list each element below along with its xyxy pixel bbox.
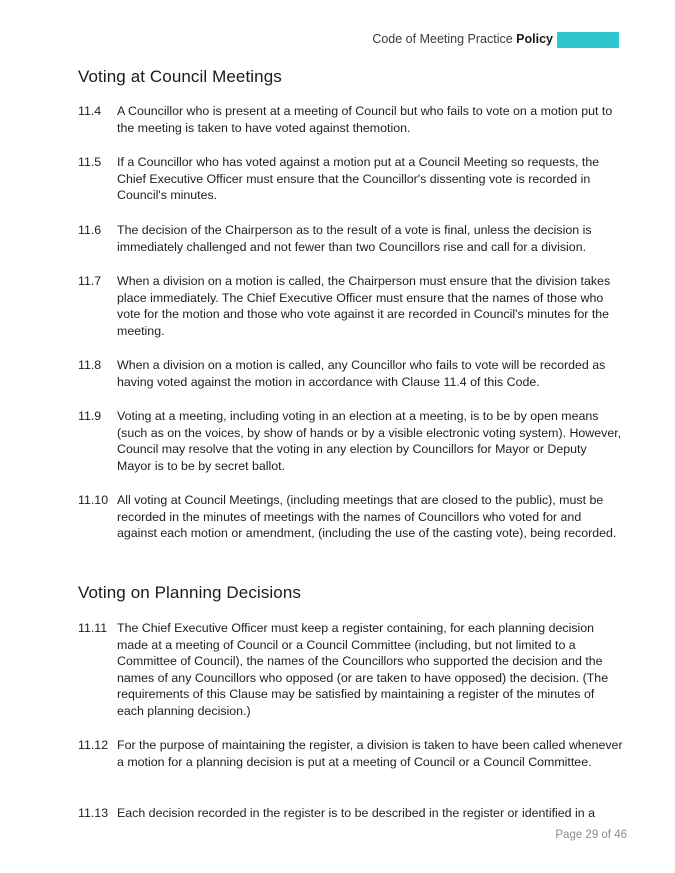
document-title: Code of Meeting Practice — [372, 32, 513, 46]
clause-11-13 — [78, 805, 623, 822]
clause-11-11 — [78, 620, 623, 720]
page-number: Page 29 of 46 — [555, 829, 627, 841]
clause-number: 11.11 — [78, 621, 108, 635]
page-header — [372, 32, 553, 46]
clause-text: Each decision recorded in the register is to be described in the register or identified in a — [117, 806, 595, 820]
clause-number: 11.5 — [78, 155, 102, 169]
section-title-voting-at-council-meetings: Voting at Council Meetings — [78, 67, 282, 86]
document-type: Policy — [516, 32, 553, 46]
clause-number: 11.4 — [78, 104, 102, 118]
clause-11-8 — [78, 357, 623, 390]
clause-text: For the purpose of maintaining the register, a division is taken to have been called whenever a motion for a planning decision is put at a meeting of Council or a Council Committee. — [117, 738, 623, 769]
clause-number: 11.10 — [78, 493, 109, 507]
clause-11-4 — [78, 103, 623, 136]
clause-11-6 — [78, 222, 623, 255]
clause-number: 11.12 — [78, 738, 109, 752]
clause-text: Voting at a meeting, including voting in an election at a meeting, is to be by open means (such as on the voices, by show of hands or by a visible electronic voting system). However, Council may resolve that the voting in any election by Councillors for Mayor or Deputy Mayor is to be by secret ballot. — [117, 409, 622, 473]
clause-number: 11.13 — [78, 806, 109, 820]
clause-11-5 — [78, 154, 623, 204]
header-accent-bar — [557, 32, 619, 48]
clause-text: When a division on a motion is called, any Councillor who fails to vote will be recorded as having voted against the motion in accordance with Clause 11.4 of this Code. — [117, 358, 606, 389]
clause-text: A Councillor who is present at a meeting of Council but who fails to vote on a motion put to the meeting is taken to have voted against themotion. — [117, 104, 613, 135]
clause-text: The Chief Executive Officer must keep a register containing, for each planning decision made at a meeting of Council or a Council Committee (including, but not limited to a Committee of Council), the names of the Councillors who supported the decision and the names of any Councillors who opposed (or are taken to have opposed) the decision. (The requirements of this Clause may be satisfied by maintaining a register of the minutes of each planning decision.) — [117, 621, 609, 718]
clause-11-9 — [78, 408, 623, 474]
clause-text: When a division on a motion is called, the Chairperson must ensure that the division takes place immediately. The Chief Executive Officer must ensure that the names of those who vote for the motion and those who vote against it are recorded in Council's minutes for the meeting. — [117, 274, 611, 338]
clause-number: 11.9 — [78, 409, 102, 423]
clause-text: The decision of the Chairperson as to the result of a vote is final, unless the decision is immediately challenged and not fewer than two Councillors rise and call for a division. — [117, 223, 592, 254]
clause-number: 11.8 — [78, 358, 102, 372]
clause-text: All voting at Council Meetings, (including meetings that are closed to the public), must be recorded in the minutes of meetings with the names of Councillors who voted for and against each motion or amendment, (including the use of the casting vote), being recorded. — [117, 493, 617, 541]
section-title-voting-on-planning-decisions: Voting on Planning Decisions — [78, 583, 302, 602]
clause-number: 11.6 — [78, 223, 102, 237]
clause-11-12 — [78, 737, 623, 770]
clause-text: If a Councillor who has voted against a motion put at a Council Meeting so requests, the Chief Executive Officer must ensure that the Councillor's dissenting vote is recorded in Council's minutes. — [117, 155, 600, 203]
clause-number: 11.7 — [78, 274, 102, 288]
clause-11-10 — [78, 492, 623, 542]
clause-11-7 — [78, 273, 623, 339]
